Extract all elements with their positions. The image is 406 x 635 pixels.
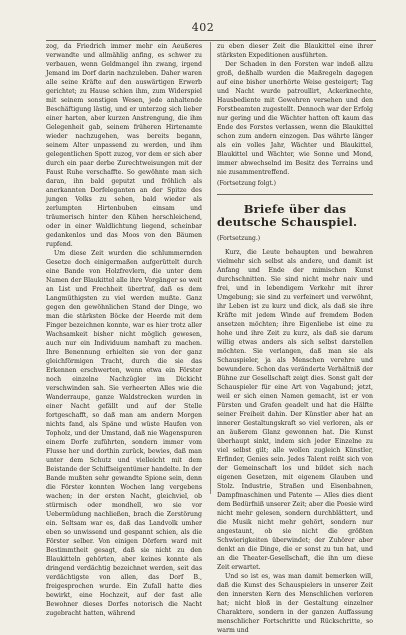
paragraph: Um diese Zeit wurden die schlummernden Gesetze doch einigermaßen aufgerüttelt durch eine Bande von Holzfrevlern, die unter dem Namen der Blaukittel alle ihre Vorgänger so weit an List und Frechheit übertraf, daß es dem Langmüthigsten zu viel werden mußte. Ganz gegen den gewöhnlichen Stand der Dinge, wo man die stärksten Böcke der Heerde mit dem Finger bezeichnen konnte, war es hier trotz aller Wachsamkeit bisher nicht möglich gewesen, auch nur ein Individuum namhaft zu machen. Ihre Benennung erhielten sie von der ganz gleichförmigen Tracht, durch die sie das Erkennen erschwerten, wenn etwa ein Förster noch einzelne Nachzügler im Dickicht verschwinden sah. Sie verheerten Alles wie die Wanderraupe, ganze Waldstrecken wurden in einer Nacht gefällt und auf der Stelle fortgeschafft, so daß man am andern Morgen nichts fand, als Späne und wüste Haufen von Topholz, und der Umstand, daß nie Wagenspuren einem Dorfe zuführten, sondern immer vom Flusse her und dorthin zurück, bewies, daß man unter dem Schutz und vielleicht mit dem Beistande der Schiffseigentümer handelte. In der Bande mußten sehr gewandte Spione sein, denn die Förster konnten Wochen lang vergebens wachen; in der ersten Nacht, gleichviel, ob stürmisch oder mondhell, wo sie vor Uebermüdung nachließen, brach die Zerstörung ein. Seltsam war es, daß das Landvolk umher eben so unwissend und gespannt schien, als die Förster selber. Von einigen Dörfern ward mit Bestimmtheit gesagt, daß sie nicht zu den Blaukitteln gehörten, aber keines konnte als dringend verdächtig bezeichnet werden, seit das verdächtigste von allen, das Dorf B., freigesprochen wurde. Ein Zufall hatte dies bewirkt, eine Hochzeit, auf der fast alle Bewohner dieses Dorfes notorisch die Nacht zugebracht hatten, während bbox=[46, 250, 202, 617]
paragraph: Und so ist es, was man damit bemerken will, daß die Kunst des Schauspielers in unserer Zeit den innersten Kern des Menschlichen verloren hat; nicht bloß in der Gestaltung einzelner Charaktere, sondern in der ganzen Auffassung menschlicher Fortschritte und Rückschritte, so warm und bbox=[217, 573, 373, 634]
header-rule bbox=[46, 40, 376, 41]
column-divider bbox=[210, 42, 211, 494]
paragraph: zu eben dieser Zeit die Blaukittel eine ihrer stärksten Expeditionen ausführten. bbox=[217, 43, 373, 59]
left-column bbox=[46, 42, 202, 618]
section-divider bbox=[217, 194, 373, 195]
section-heading: Briefe über das deutsche Schauspiel. bbox=[217, 202, 358, 229]
section-subheading: (Fortsetzung.) bbox=[217, 235, 261, 242]
paragraph: zog, da Friedrich immer mehr ein Aeußeres verwandte und allmählig anfing, es schwer zu verbauen, wenn Geldmangel ihn zwang, irgend Jemand im Dorf darin nachzuleben. Daher waren alle seine Kräfte auf den auswärtigen Erwerb gerichtet; zu Hause schien ihm, zum Widerspiel mit seinem sonstigen Wesen, jede anhaltende Beschäftigung lästig, und er unterzog sich lieber einer harten, aber kurzen Anstrengung, die ihm Gelegenheit gab, seinem früheren Hirtenamte wieder nachzugehen, was bereits begann, seinem Alter unpassend zu werden, und ihm gelegentlichen Spott zuzog, vor dem er sich aber durch ein paar derbe Zurechtweisungen mit der Faust Ruhe verschaffte. So gewöhnte man sich daran, ihn bald geputzt und fröhlich als anerkannten Dorfeleganten an der Spitze des jungen Volks zu sehen, bald wieder als zerlumpten Hirtenbuben einsam und träumerisch hinter den Kühen herschleichend, oder in einer Waldlichtung liegend, scheinbar gedankenlos und das Moos von den Bäumen rupfend. bbox=[46, 43, 202, 248]
paragraph: Kurz, die Leute behaupten und bewahren vielmehr sich selbst als andere, und damit ist Anfang und Ende der mimischen Kunst durchschnitten. Sie sind nicht mehr naiv und frei, und in lebendigem Verkehr mit ihrer Umgebung; sie sind zu verfeinert und verwöhnt, ihr Leben ist zu kurz und dick, als daß sie ihre Kräfte mit jedem Winde auf fremdem Boden ansetzen möchten; ihre Eigenliebe ist eine zu hohe und ihre Zeit zu kurz, als daß sie darum willig etwas anders als sich selbst darstellen möchten. Sie verlangen, daß man sie als Schauspieler, ja als Menschen verehre und bewundere. Schon das veränderte Verhältniß der Bühne zur Gesellschaft zeigt dies. Sonst galt der Schauspieler für eine Art von Vagabund; jetzt, weil er sich einen Namen gemacht, ist er von Fürsten und Grafen geadelt und hat die Hälfte seiner Freiheit dahin. Der Künstler aber hat an innerer Gestaltungskraft so viel verloren, als er an äußerem Glanz gewonnen hat. Die Kunst überhaupt sinkt, indem sich jeder Einzelne zu viel selbst gilt; alle wollen zugleich Künstler, Erfinder, Genies sein. Jedes Talent reißt sich von der Gemeinschaft los und bildet sich nach eigenen Gesetzen, mit eigenem Glauben und Stolz. Industrie, Straßen und Eisenbahnen, Dampfmaschinen und Patente — Alles dies dient dem Bedürfniß unserer Zeit; aber die Poesie wird nicht mehr gelesen, sondern durchblättert, und die Musik nicht mehr gehört, sondern nur angestaunt, ob sie nicht die größten Schwierigkeiten überwindet; der Zuhörer aber denkt an die Dinge, die er sonst zu tun hat, und an die Theater-Gesellschaft, die ihn um diese Zeit erwartet. bbox=[217, 249, 373, 571]
paragraph: Der Schaden in den Forsten war indeß allzu groß, deßhalb wurden die Maßregeln dagegen auf eine bisher unerhörte Weise gesteigert; Tag und Nacht wurde patroullirt, Ackerknechte, Hausbediente mit Gewehren versehen und den Forstbeamten zugestellt. Dennoch war der Erfolg nur gering und die Wächter hatten oft kaum das Ende des Forstes verlassen, wenn die Blaukittel schon zum andern einzogen. Das währte länger als ein volles Jahr, Wächter und Blaukittel, Blaukittel und Wächter, wie Sonne und Mond, immer abwechselnd im Besitz des Terrains und nie zusammentreffend. bbox=[217, 61, 373, 176]
continuation-note: (Fortsetzung folgt.) bbox=[217, 180, 276, 187]
page-number: 402 bbox=[191, 21, 215, 34]
right-column bbox=[217, 42, 373, 635]
